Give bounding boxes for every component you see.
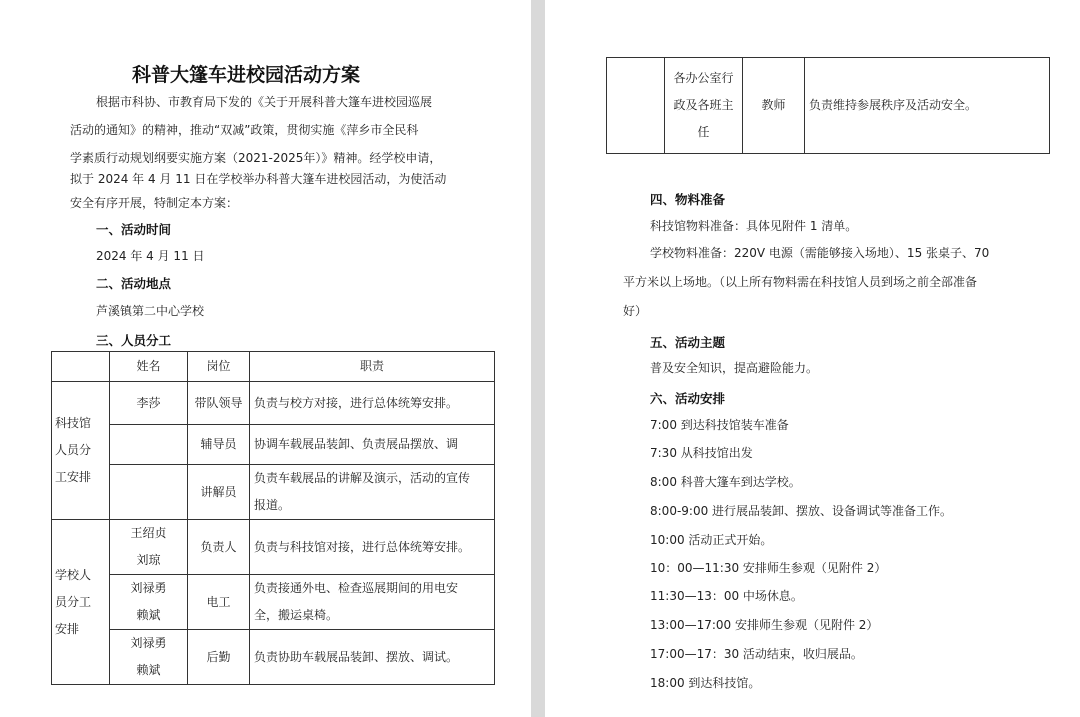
- post-cell: 教师: [743, 58, 805, 154]
- staff-table-continued: [606, 57, 1050, 154]
- activity-location: 芦溪镇第二中心学校: [96, 304, 205, 318]
- group-label-science-museum: [52, 382, 110, 520]
- name-cell: [110, 630, 188, 685]
- table-header-cell: 姓名: [110, 352, 188, 382]
- duty-text-line: 负责车载展品的讲解及演示，活动的宣传: [254, 471, 471, 485]
- duty-text: 协调车载展品装卸、负责展品摆放、调: [254, 437, 459, 451]
- table-header-cell: 职责: [250, 352, 495, 382]
- name-cell: [110, 425, 188, 465]
- staff-table: [51, 351, 495, 685]
- table-row: [52, 465, 495, 520]
- name-line: 各办公室行: [673, 71, 734, 85]
- table-row: [52, 382, 495, 425]
- intro-line: 安全有序开展，特制定本方案：: [70, 196, 239, 210]
- intro-line: 根据市科协、市教育局下发的《关于开展科普大篷车进校园巡展: [96, 95, 433, 109]
- schedule-item: 8:00-9:00 进行展品装卸、摆放、设备调试等准备工作。: [650, 504, 953, 518]
- table-row: [52, 425, 495, 465]
- schedule-item: 13:00—17:00 安排师生参观（见附件 2）: [650, 618, 879, 632]
- section-heading-schedule: 六、活动安排: [650, 391, 726, 406]
- name-line: 赖斌: [136, 663, 161, 677]
- section-heading-location: 二、活动地点: [96, 276, 172, 291]
- schedule-item: 10:00 活动正式开始。: [650, 533, 773, 547]
- table-row: [52, 575, 495, 630]
- group-label-line: 工安排: [55, 470, 92, 484]
- schedule-item: 8:00 科普大篷车到达学校。: [650, 475, 801, 489]
- schedule-item: 7:30 从科技馆出发: [650, 446, 753, 460]
- section-heading-theme: 五、活动主题: [650, 335, 726, 350]
- name-line: 赖斌: [136, 608, 161, 622]
- group-label-line: 人员分: [55, 443, 92, 457]
- schedule-item: 18:00 到达科技馆。: [650, 676, 761, 690]
- group-label-school: [52, 520, 110, 685]
- group-label-line: 员分工: [55, 594, 92, 609]
- duty-cell: 负责与科技馆对接，进行总体统筹安排。: [250, 520, 495, 575]
- materials-line: 科技馆物料准备：具体见附件 1 清单。: [650, 219, 858, 233]
- group-label-line: 学校人: [55, 567, 92, 582]
- name-cell: [665, 58, 743, 154]
- name-cell: 李莎: [110, 382, 188, 425]
- name-line: 政及各班主: [673, 98, 734, 112]
- duty-cell: [250, 575, 495, 630]
- materials-line: 平方米以上场地。（以上所有物料需在科技馆人员到场之前全部准备: [623, 275, 978, 289]
- duty-cell: 负责维持参展秩序及活动安全。: [805, 58, 1050, 154]
- name-cell: [110, 575, 188, 630]
- group-cell-empty: [607, 58, 665, 154]
- activity-time: 2024 年 4 月 11 日: [96, 249, 205, 263]
- name-line: 任: [697, 125, 710, 139]
- intro-line: 拟于 2024 年 4 月 11 日在学校举办科普大篷车进校园活动，为使活动: [70, 172, 447, 186]
- section-heading-staff: 三、人员分工: [96, 333, 172, 348]
- table-row: [607, 58, 1050, 154]
- name-cell: [110, 520, 188, 575]
- table-row: [52, 520, 495, 575]
- duty-cell: [250, 465, 495, 520]
- duty-cell: [250, 425, 495, 465]
- duty-text-line: 报道。: [254, 498, 291, 512]
- duty-cell: 负责与校方对接，进行总体统筹安排。: [250, 382, 495, 425]
- name-cell: [110, 465, 188, 520]
- document-title: 科普大篷车进校园活动方案: [132, 64, 361, 86]
- section-heading-materials: 四、物料准备: [650, 192, 726, 207]
- table-header-cell: [52, 352, 110, 382]
- section-heading-time: 一、活动时间: [96, 222, 172, 237]
- materials-line: 学校物料准备：220V 电源（需能够接入场地）、15 张桌子、70: [650, 246, 990, 260]
- table-header-row: [52, 352, 495, 382]
- schedule-item: 7:00 到达科技馆装车准备: [650, 418, 789, 432]
- name-line: 刘禄勇: [130, 581, 167, 595]
- name-line: 王绍贞: [130, 526, 167, 540]
- name-line: 刘禄勇: [130, 636, 167, 650]
- intro-line: 学素质行动规划纲要实施方案（2021-2025年）》精神。经学校申请，: [70, 151, 442, 165]
- group-label-line: 科技馆: [55, 416, 92, 430]
- post-cell: 辅导员: [188, 425, 250, 465]
- post-cell: 负责人: [188, 520, 250, 575]
- duty-text-line: 负责接通外电、检查巡展期间的用电安: [254, 581, 459, 595]
- document-page-right: [545, 0, 1080, 717]
- theme-text: 普及安全知识，提高避险能力。: [650, 361, 819, 375]
- schedule-item: 11:30—13：00 中场休息。: [650, 589, 803, 603]
- name-line: 刘琼: [136, 553, 161, 567]
- post-cell: 后勤: [188, 630, 250, 685]
- table-header-cell: 岗位: [188, 352, 250, 382]
- table-row: [52, 630, 495, 685]
- post-cell: 电工: [188, 575, 250, 630]
- materials-line: 好）: [623, 304, 648, 318]
- intro-line: 活动的通知》的精神，推动“双减”政策，贯彻实施《萍乡市全民科: [70, 123, 419, 137]
- post-cell: 讲解员: [188, 465, 250, 520]
- duty-cell: 负责协助车载展品装卸、摆放、调试。: [250, 630, 495, 685]
- schedule-item: 17:00—17：30 活动结束，收归展品。: [650, 647, 863, 661]
- duty-text-line: 全，搬运桌椅。: [254, 608, 339, 622]
- group-label-line: 安排: [55, 621, 80, 636]
- document-page-left: [0, 0, 531, 717]
- post-cell: 带队领导: [188, 382, 250, 425]
- schedule-item: 10：00—11:30 安排师生参观（见附件 2）: [650, 561, 887, 575]
